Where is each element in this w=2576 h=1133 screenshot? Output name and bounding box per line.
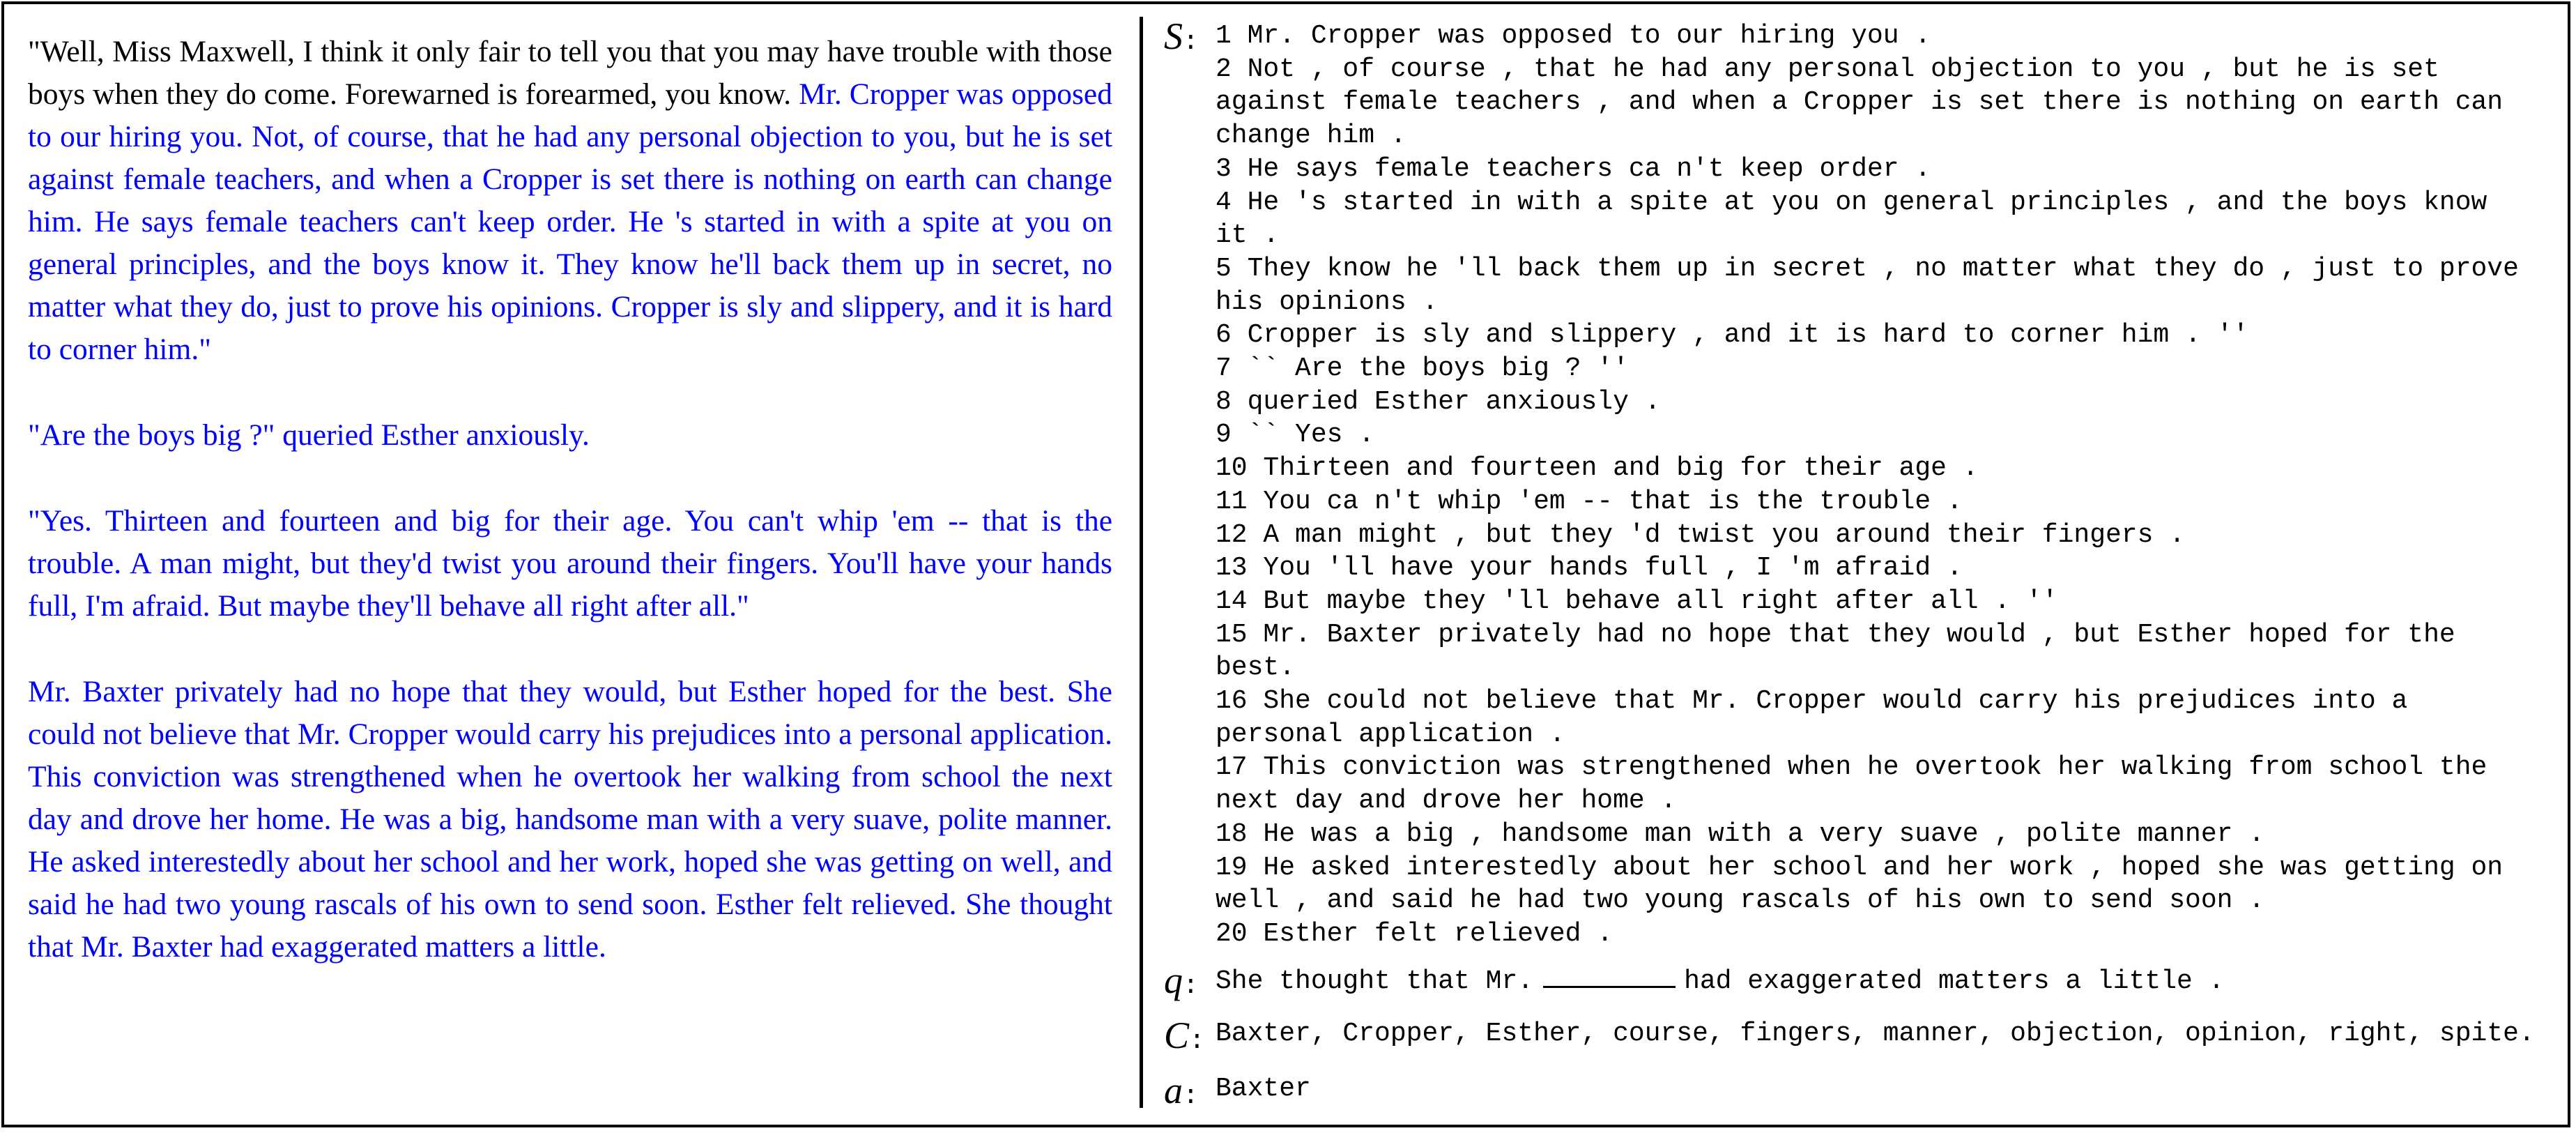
passage-paragraph-3: "Yes. Thirteen and fourteen and big for their age. You can't whip 'em -- that is the trouble. A man might, but they'd twist you around their fingers. You'll have your hands full, I'm afraid. But maybe they'll behave all right after all." [28,504,1112,623]
sentence-line: 16 She could not believe that Mr. Cropper would carry his prejudices into a [1216,686,2408,717]
sentence-line: 3 He says female teachers ca n't keep order . [1216,153,1931,184]
sentence-line: 18 He was a big , handsome man with a very suave , polite manner . [1216,819,2265,849]
candidates-text: Baxter, Cropper, Esther, course, fingers, manner, objection, opinion, right, spite. [1216,1018,2535,1049]
q-label: q: [1164,959,1199,1001]
sentence-line: 4 He 's started in with a spite at you on general principles , and the boys know [1216,187,2487,218]
sentence-line: 8 queried Esther anxiously . [1216,386,1661,417]
sentence-line: next day and drove her home . [1216,786,1677,816]
sentence-line: 19 He asked interestedly about her school and her work , hoped she was getting on [1216,852,2504,883]
sentence-line: personal application . [1216,719,1565,750]
sentence-line: 9 `` Yes . [1216,420,1375,450]
sentence-line: 10 Thirteen and fourteen and big for their age . [1216,453,1979,484]
sentence-line: 6 Cropper is sly and slippery , and it is hard to corner him . '' [1216,320,2249,351]
sentence-line: 2 Not , of course , that he had any personal objection to you , but he is set [1216,54,2439,84]
sentence-line: well , and said he had two young rascals of his own to send soon . [1216,885,2265,916]
a-label: a: [1164,1069,1199,1111]
column-divider [1140,17,1143,1108]
processed-column [1164,15,2558,1113]
sentence-line: 12 A man might , but they 'd twist you around their fingers . [1216,519,2186,550]
passage-paragraph-1 [28,31,1112,371]
sentence-line: 7 `` Are the boys big ? '' [1216,353,1629,384]
sentence-line: 5 They know he 'll back them up in secret , no matter what they do , just to prove [1216,253,2519,284]
passage-intro-blue: Mr. Cropper was opposed to our hiring you. Not, of course, that he had any personal objection to you, but he is set against female teachers, and when a Cropper is set there is nothing on earth can change him. He says female teachers can't keep order. He 's started in with a spite at you on general principles, and the boys know it. They know he'll back them up in secret, no matter what they do, just to prove his opinions. Cropper is sly and slippery, and it is hard to corner him." [28,77,1112,366]
sentence-line: 15 Mr. Baxter privately had no hope that they would , but Esther hoped for the [1216,619,2455,650]
passage-paragraph-2: "Are the boys big ?" queried Esther anxiously. [28,418,590,452]
question-text: She thought that Mr. had exaggerated matters a little . [1216,964,2224,998]
answer-text: Baxter [1216,1073,1311,1104]
candidates-block [1164,1014,2558,1058]
answer-block [1164,1069,2558,1113]
sentences-block [1164,15,2558,951]
sentence-line: 14 But maybe they 'll behave all right after all . '' [1216,586,2058,616]
question-block [1164,959,2558,1003]
sentence-line: his opinions . [1216,287,1439,317]
s-label: S: [1164,15,1199,57]
sentence-line: 20 Esther felt relieved . [1216,918,1613,949]
sentence-line: 17 This conviction was strengthened when he overtook her walking from school the [1216,752,2487,783]
passage-paragraph-4: Mr. Baxter privately had no hope that they would, but Esther hoped for the best. She could not believe that Mr. Cropper would carry his prejudices into a personal application. This conviction was strengthened when he overtook her walking from school the next day and drove her home. He was a big, handsome man with a very suave, polite manner. He asked interestedly about her school and her work, hoped she was getting on well, and said he had two young rascals of his own to send soon. Esther felt relieved. She thought that Mr. Baxter had exaggerated matters a little. [28,675,1112,964]
sentence-line: change him . [1216,121,1406,151]
sentence-line: 1 Mr. Cropper was opposed to our hiring you . [1216,21,1931,51]
question-blank [1543,964,1676,988]
sentence-line: 13 You 'll have your hands full , I 'm afraid . [1216,553,1963,584]
sentence-line: 11 You ca n't whip 'em -- that is the trouble . [1216,486,1963,517]
passage-intro-black: "Well, Miss Maxwell, I think it only fair to tell you that you may have trouble with those boys when they do come. Forewarned is forearmed, you know. [28,35,1112,111]
passage-column [28,31,1112,1012]
sentence-line: against female teachers , and when a Cropper is set there is nothing on earth can [1216,87,2504,118]
c-label: C: [1164,1014,1205,1056]
sentence-list [1216,20,2576,951]
sentence-line: it . [1216,220,1280,251]
sentence-line: best. [1216,653,1296,683]
